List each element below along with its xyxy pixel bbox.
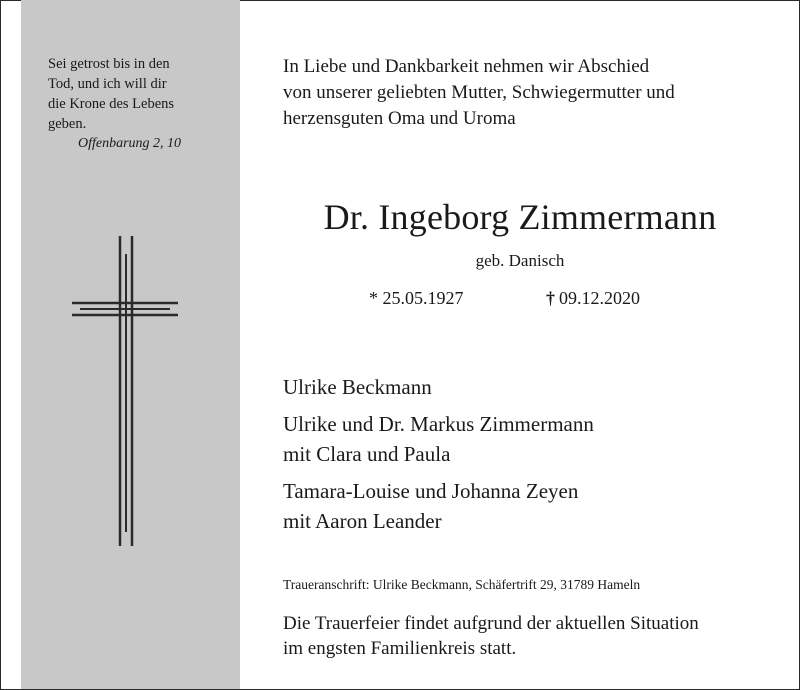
mourner-line: mit Aaron Leander xyxy=(283,509,442,533)
ceremony-note xyxy=(283,611,783,661)
verse-line: Sei getrost bis in den xyxy=(48,56,170,72)
mourner-entry xyxy=(283,372,783,402)
death-date: 09.12.2020 xyxy=(559,288,640,308)
ceremony-line: im engsten Familienkreis statt. xyxy=(283,638,517,659)
mourner-line: Tamara-Louise und Johanna Zeyen xyxy=(283,479,579,503)
mourner-entry xyxy=(283,476,783,536)
bible-verse xyxy=(48,54,228,154)
ceremony-line: Die Trauerfeier findet aufgrund der aktuellen Situation xyxy=(283,613,699,634)
intro-line: In Liebe und Dankbarkeit nehmen wir Abschied xyxy=(283,56,650,77)
verse-line: die Krone des Lebens xyxy=(48,96,175,112)
double-line-cross-icon xyxy=(72,236,178,551)
birth-date: * 25.05.1927 xyxy=(369,288,464,308)
mourners-list xyxy=(283,372,783,543)
intro-line: herzensguten Oma und Uroma xyxy=(283,108,516,129)
dagger-icon: † xyxy=(546,288,555,308)
verse-line: Tod, und ich will dir xyxy=(48,76,167,92)
mourner-line: Ulrike Beckmann xyxy=(283,375,432,399)
mourner-entry xyxy=(283,409,783,469)
intro-text xyxy=(283,54,783,132)
deceased-name: Dr. Ingeborg Zimmermann xyxy=(323,197,717,237)
birth-name: geb. Danisch xyxy=(475,251,565,270)
death-date-group xyxy=(546,288,640,309)
intro-line: von unserer geliebten Mutter, Schwiegermutter und xyxy=(283,82,675,103)
verse-line: geben. xyxy=(48,116,87,132)
verse-reference: Offenbarung 2, 10 xyxy=(78,136,182,151)
mourning-address: Traueranschrift: Ulrike Beckmann, Schäfertrift 29, 31789 Hameln xyxy=(283,577,641,592)
mourner-line: Ulrike und Dr. Markus Zimmermann xyxy=(283,412,594,436)
mourner-line: mit Clara und Paula xyxy=(283,442,451,466)
